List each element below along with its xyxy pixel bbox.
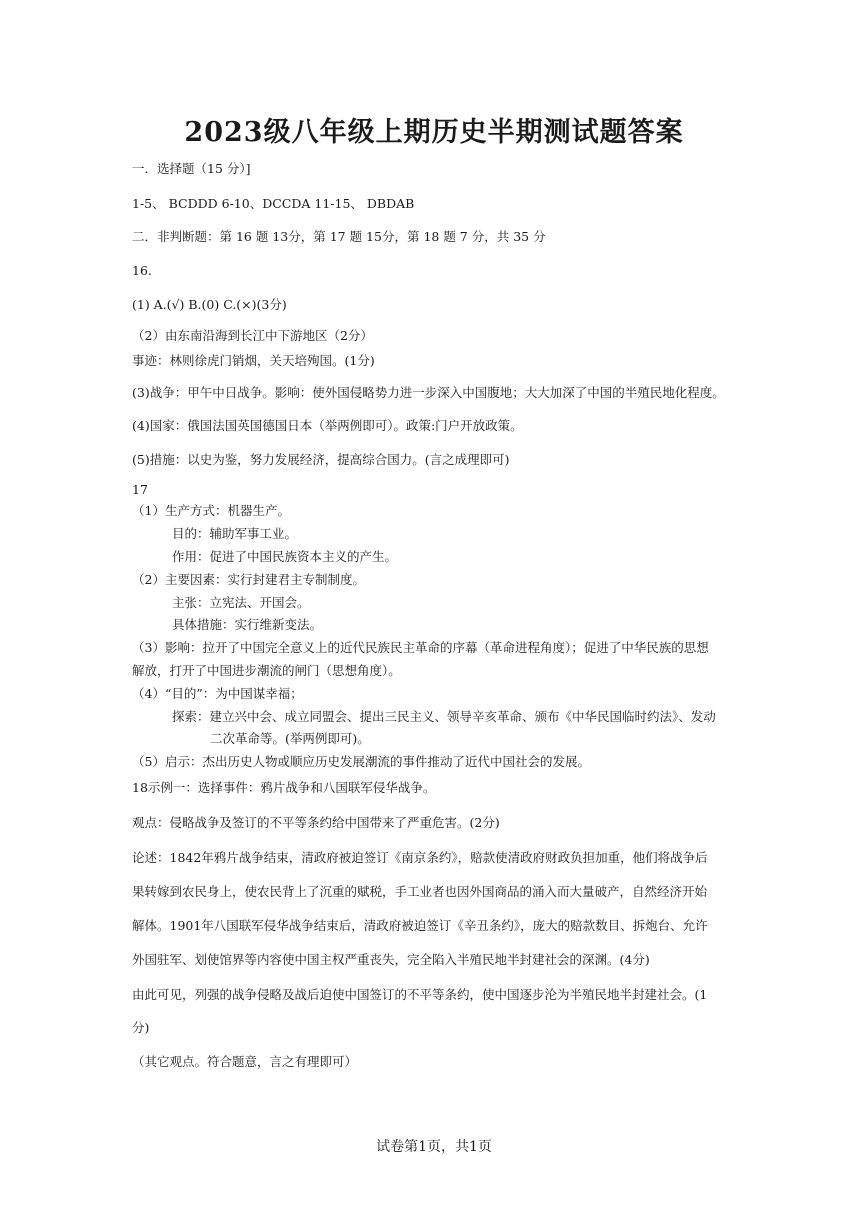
answer-line: 外国驻军、划使馆界等内容使中国主权严重丧失，完全陷入半殖民地半封建社会的深渊。(4分)	[132, 952, 650, 967]
answer-line: （2）由东南沿海到长江中下游地区（2分）	[132, 328, 373, 343]
answer-line: （4）“目的”：为中国谋幸福；	[132, 686, 303, 701]
answer-line: （3）影响：拉开了中国完全意义上的近代民族民主革命的序幕（革命进程角度）；促进了中华民族的思想	[132, 640, 709, 655]
answer-line: 解放，打开了中国进步潮流的闸门（思想角度）。	[132, 663, 401, 678]
answer-line: (3)战争：甲午中日战争。影响：使外国侵略势力进一步深入中国腹地；大大加深了中国的半殖民地化程度。	[132, 385, 725, 400]
question-16-number: 16.	[132, 263, 152, 278]
answer-line: 论述：1842年鸦片战争结束，清政府被迫签订《南京条约》，赔款使清政府财政负担加重，他们将战争后	[132, 850, 708, 865]
section-2-heading: 二．非判断题：第 16 题 13分，第 17 题 15分，第 18 题 7 分，共 35 分	[132, 229, 546, 244]
choice-answers: 1-5、 BCDDD 6-10、DCCDA 11-15、 DBDAB	[132, 196, 415, 211]
page-footer: 试卷第1页，共1页	[376, 1139, 492, 1155]
answer-line: 分)	[132, 1020, 150, 1035]
answer-line: 作用：促进了中国民族资本主义的产生。	[172, 549, 398, 564]
answer-line: 解体。1901年八国联军侵华战争结束后，清政府被迫签订《辛丑条约》，庞大的赔款数目、拆炮台、允许	[132, 918, 708, 933]
question-18-example: 18示例一：选择事件：鸦片战争和八国联军侵华战争。	[132, 780, 436, 795]
answer-line: 二次革命等。(举两例即可)。	[210, 731, 370, 746]
page-title: 2023级八年级上期历史半期测试题答案	[184, 117, 684, 148]
answer-line: 具体措施：实行维新变法。	[172, 617, 323, 632]
answer-line: 探索：建立兴中会、成立同盟会、提出三民主义、领导辛亥革命、颁布《中华民国临时约法》、发动	[172, 709, 716, 724]
answer-line: 事迹：林则徐虎门销烟，关天培殉国。(1分)	[132, 353, 375, 368]
answer-line: （2）主要因素：实行封建君主专制制度。	[132, 572, 365, 587]
question-17-number: 17	[132, 482, 148, 497]
answer-line: （其它观点。符合题意，言之有理即可）	[132, 1054, 358, 1069]
answer-line: 果转嫁到农民身上，使农民背上了沉重的赋税，手工业者也因外国商品的涌入而大量破产，自然经济开始	[132, 884, 708, 899]
answer-line: (1) A.(√) B.(0) C.(×)(3分)	[132, 297, 287, 312]
answer-line: 主张：立宪法、开国会。	[172, 595, 310, 610]
answer-line: （5）启示：杰出历史人物或顺应历史发展潮流的事件推动了近代中国社会的发展。	[132, 754, 590, 769]
answer-line: (4)国家：俄国法国英国德国日本（举两例即可）。政策:门户开放政策。	[132, 418, 523, 433]
section-1-heading: 一．选择题（15 分）]	[132, 161, 251, 176]
answer-line: （1）生产方式：机器生产。	[132, 503, 290, 518]
answer-line: 观点：侵略战争及签订的不平等条约给中国带来了严重危害。(2分)	[132, 815, 500, 830]
answer-line: 目的：辅助军事工业。	[172, 526, 298, 541]
answer-line: (5)措施：以史为鉴，努力发展经济，提高综合国力。(言之成理即可)	[132, 452, 510, 467]
answer-line: 由此可见，列强的战争侵略及战后迫使中国签订的不平等条约，使中国逐步沦为半殖民地半封建社会。(1	[132, 987, 708, 1002]
